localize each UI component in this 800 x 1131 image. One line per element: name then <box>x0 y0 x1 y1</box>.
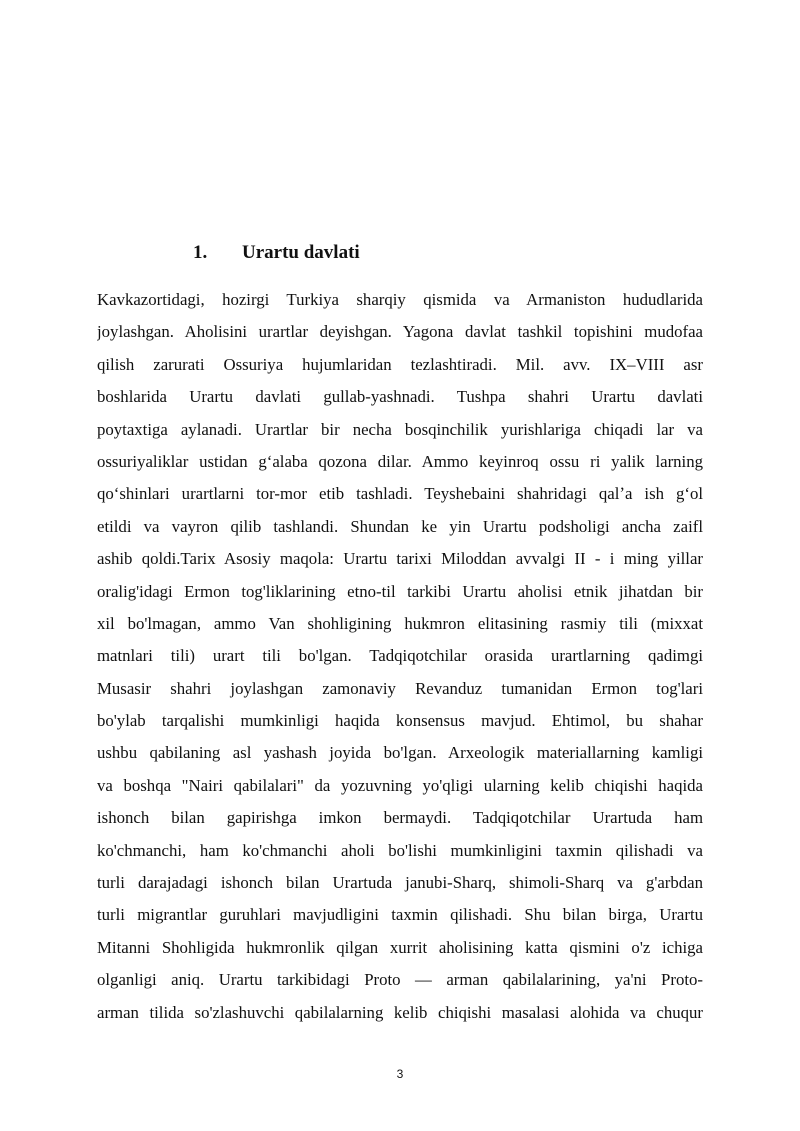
text-line: xil bo'lmagan, ammo Van shohligining hukmron elitasining rasmiy tili (mixxat <box>97 613 703 633</box>
text-line: qoʻshinlari urartlarni tor-mor etib tashladi. Teyshebaini shahridagi qalʼa ish gʻol <box>97 484 703 504</box>
text-line: qilish zarurati Ossuriya hujumlaridan tezlashtiradi. Mil. avv. IX–VIII asr <box>97 354 703 374</box>
text-line: boshlarida Urartu davlati gullab-yashnadi. Tushpa shahri Urartu davlati <box>97 387 703 407</box>
text-line: Kavkazortidagi, hozirgi Turkiya sharqiy qismida va Armaniston hududlarida <box>97 290 703 309</box>
section-title: Urartu davlati <box>242 242 360 263</box>
text-line: oralig'idagi Ermon tog'liklarining etno-til tarkibi Urartu aholisi etnik jihatdan bir <box>97 581 703 601</box>
text-line: Mitanni Shohligida hukmronlik qilgan xurrit aholisining katta qismini o'z ichiga <box>97 937 703 957</box>
text-line: ushbu qabilaning asl yashash joyida bo'lgan. Arxeologik materiallarning kamligi <box>97 743 703 763</box>
text-line: va boshqa "Nairi qabilalari" da yozuvning yo'qligi ularning kelib chiqishi haqida <box>97 775 703 795</box>
text-line: ko'chmanchi, ham ko'chmanchi aholi bo'lishi mumkinligini taxmin qilishadi va <box>97 840 703 860</box>
text-line: etildi va vayron qilib tashlandi. Shundan ke yin Urartu podsholigi ancha zaifl <box>97 516 703 536</box>
body-paragraph <box>97 284 703 1029</box>
text-line: bo'ylab tarqalishi mumkinligi haqida konsensus mavjud. Ehtimol, bu shahar <box>97 711 703 731</box>
text-line: ossuriyaliklar ustidan gʻalaba qozona dilar. Ammo keyinroq ossu ri yalik larning <box>97 451 703 471</box>
text-line: ishonch bilan gapirishga imkon bermaydi. Tadqiqotchilar Urartuda ham <box>97 808 703 828</box>
text-line: ashib qoldi.Tarix Asosiy maqola: Urartu tarixi Miloddan avvalgi II - i ming yillar <box>97 549 703 569</box>
text-line: turli darajadagi ishonch bilan Urartuda janubi-Sharq, shimoli-Sharq va g'arbdan <box>97 873 703 893</box>
text-line: matnlari tili) urart tili bo'lgan. Tadqiqotchilar orasida urartlarning qadimgi <box>97 646 703 666</box>
section-number: 1. <box>193 242 208 263</box>
page-number: 3 <box>396 1067 404 1081</box>
text-line: turli migrantlar guruhlari mavjudligini taxmin qilishadi. Shu bilan birga, Urartu <box>97 905 703 925</box>
text-line: poytaxtiga aylanadi. Urartlar bir necha bosqinchilik yurishlariga chiqadi lar va <box>97 419 703 439</box>
text-line: joylashgan. Aholisini urartlar deyishgan. Yagona davlat tashkil topishini mudofaa <box>97 322 703 342</box>
text-line: Musasir shahri joylashgan zamonaviy Revanduz tumanidan Ermon tog'lari <box>97 678 703 698</box>
text-line: olganligi aniq. Urartu tarkibidagi Proto — arman qabilalarining, ya'ni Proto- <box>97 970 703 990</box>
text-line: arman tilida so'zlashuvchi qabilalarning kelib chiqishi masalasi alohida va chuqur <box>97 1002 703 1022</box>
section-heading <box>193 240 360 266</box>
